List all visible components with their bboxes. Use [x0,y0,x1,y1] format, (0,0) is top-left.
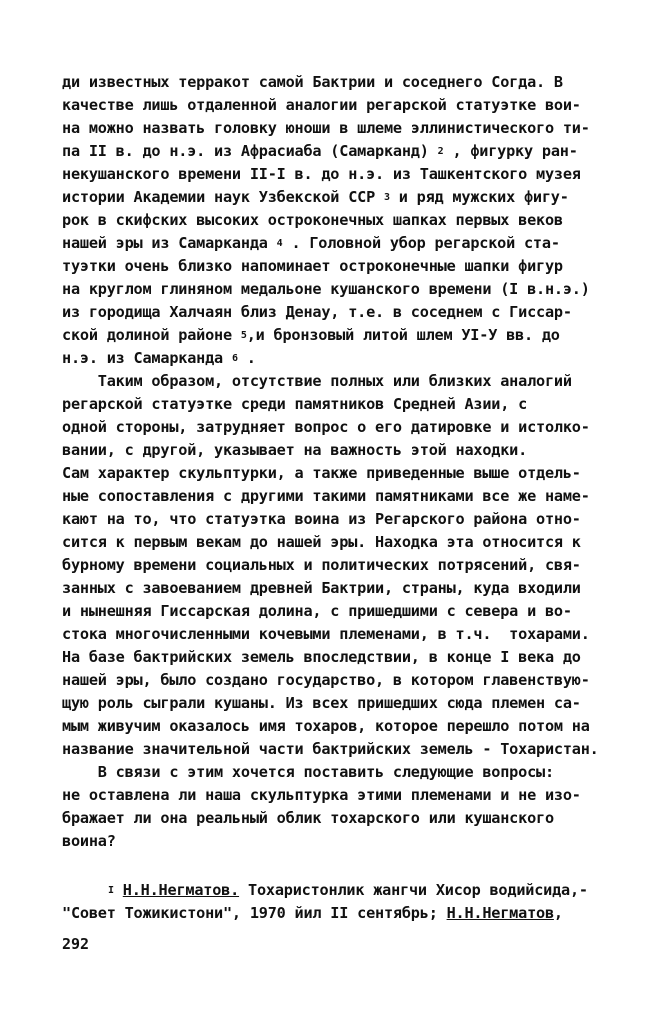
text-line: ди известных терракот самой Бактрии и соседнего Согда. В [62,73,563,91]
footnote-ref: 5 [240,330,247,341]
text-line: одной стороны, затрудняет вопрос о его датировке и истолко- [62,418,590,436]
footnote-ref: 3 [383,192,390,203]
text-line: вании, с другой, указывает на важность этой находки. [62,441,528,459]
text-line: название значительной части бактрийских земель - Тохаристан. [62,740,599,758]
text-line: Таким образом, отсутствие полных или близких аналогий [62,372,572,390]
footnote-ref: 6 [231,353,238,364]
text-line: н.э. из Самарканда $^6$ . [62,349,256,367]
footnote-author: Н.Н.Негматов [446,904,554,922]
text-line: качестве лишь отдаленной аналогии регарской статуэтке вои- [62,96,581,114]
text-line: Сам характер скульптурки, а также приведенные выше отдель- [62,464,581,482]
text-line: бурному времени социальных и политических потрясений, свя- [62,556,581,574]
text-line: щую роль сыграли кушаны. Из всех пришедших сюда племен са- [62,694,581,712]
text-line: В связи с этим хочется поставить следующие вопросы: [62,763,554,781]
text-line: туэтки очень близко напоминает остроконечные шапки фигур [62,257,563,275]
text-line: на можно назвать головку юноши в шлеме эллинистического ти- [62,119,590,137]
text-line: нашей эры, было создано государство, в котором главенствую- [62,671,590,689]
text-line: занных с завоеванием древней Бактрии, страны, куда входили [62,579,581,597]
footnote-author: Н.Н.Негматов. [122,881,240,899]
text-line: регарской статуэтке среди памятников Средней Азии, с [62,395,528,413]
page-number: 292 [62,935,90,953]
text-line: мым живучим оказалось имя тохаров, которое перешло потом на [62,717,590,735]
footnote-ref: 2 [437,146,444,157]
text-line: ные сопоставления с другими такими памятниками все же наме- [62,487,590,505]
footnote-marker: I [108,885,114,896]
footnote-line: "Совет Тожикистони", 1970 йил II сентябрь; Н.Н.Негматов, [62,904,563,922]
text-line: ской долиной районе $^5$,и бронзовый литой шлем УI-У вв. до [62,326,560,344]
text-line: из городища Халчаян близ Денау, т.е. в соседнем с Гиссар- [62,303,572,321]
text-line: не оставлена ли наша скульптурка этими племенами и не изо- [62,786,581,804]
text-line: воина? [62,832,116,850]
text-line: истории Академии наук Узбекской ССР $^3$ и ряд мужских фигу- [62,188,569,206]
text-line: нашей эры из Самарканда $^4$ . Головной убор регарской ста- [62,234,560,252]
text-line: На базе бактрийских земель впоследствии, в конце I века до [62,648,581,666]
text-line: сится к первым векам до нашей эры. Находка эта относится к [62,533,581,551]
text-line: бражает ли она реальный облик тохарского или кушанского [62,809,554,827]
text-line: кают на то, что статуэтка воина из Регарского района отно- [62,510,581,528]
text-line: стока многочисленными кочевыми племенами, в т.ч. тохарами. [62,625,590,643]
text-line: рок в скифских высоких остроконечных шапках первых веков [62,211,563,229]
text-line: и нынешняя Гиссарская долина, с пришедшими с севера и во- [62,602,572,620]
text-line: некушанского времени II-I в. до н.э. из Ташкентского музея [62,165,581,183]
text-line: па II в. до н.э. из Афрасиаба (Самарканд) $^2$ , фигурку ран- [62,142,578,160]
footnote-ref: 4 [276,238,283,249]
text-line: на круглом глиняном медальоне кушанского времени (I в.н.э.) [62,280,590,298]
footnote-line: $^I$ Н.Н.Негматов. Тохаристонлик жангчи Хисор водийсида,- [108,881,588,899]
